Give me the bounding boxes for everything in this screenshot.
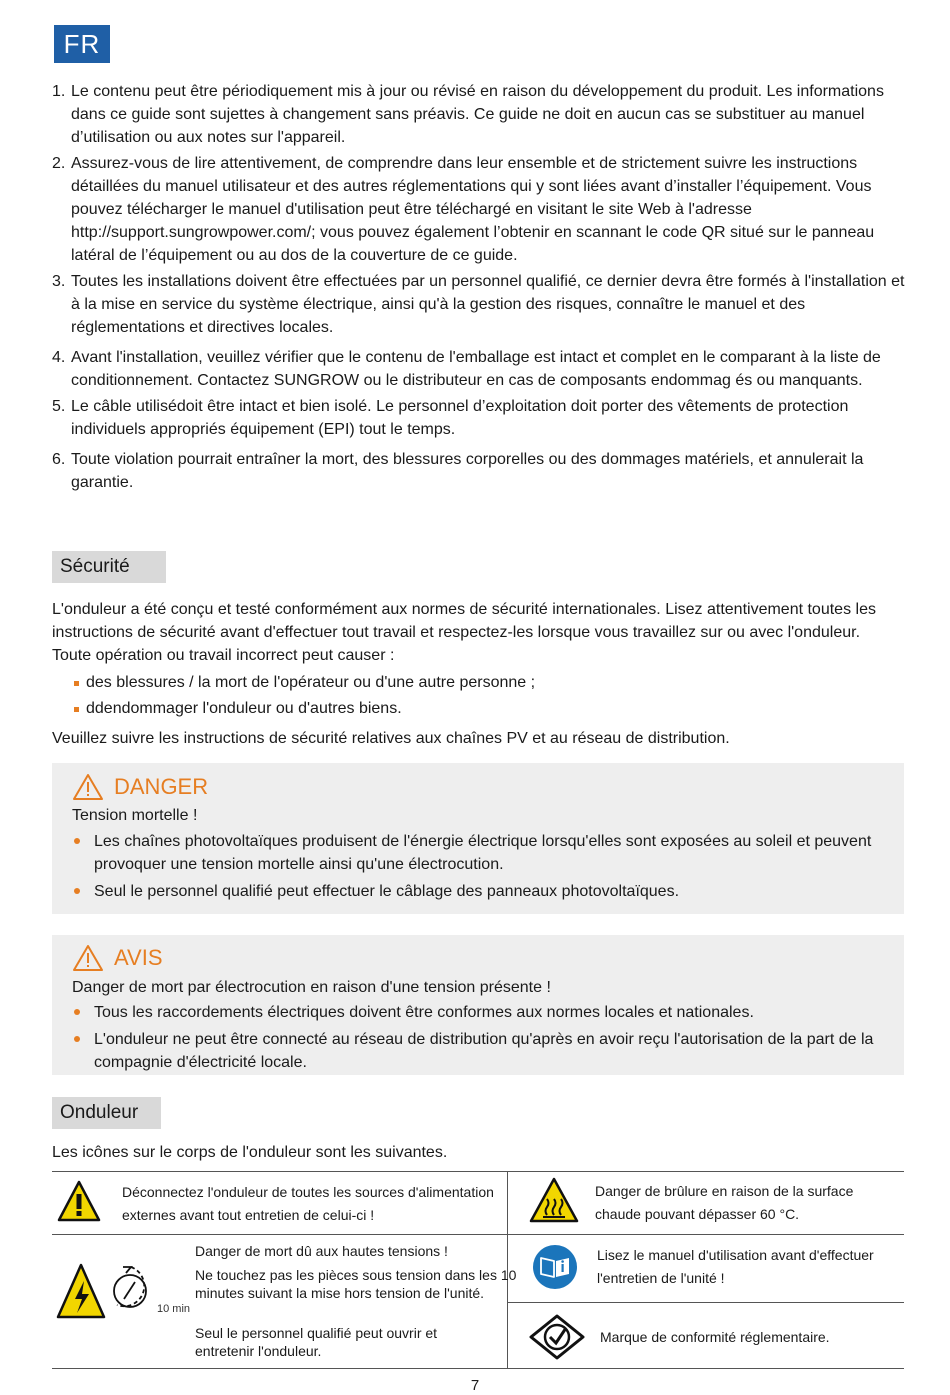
securite-follow: Veuillez suivre les instructions de sécurité relatives aux chaînes PV et au réseau de distribution. <box>52 730 730 747</box>
intro-item-number: 4. <box>52 349 66 366</box>
danger-callout <box>52 763 904 914</box>
language-badge: FR <box>54 25 110 63</box>
securite-bullet-list <box>72 670 535 722</box>
warning-triangle-icon <box>72 773 104 801</box>
high-voltage-qualified: Seul le personnel qualifié peut ouvrir et entretenir l'onduleur. <box>195 1325 438 1359</box>
danger-item <box>72 880 882 903</box>
intro-item-number: 1. <box>52 83 66 100</box>
intro-item-text: Toute violation pourrait entraîner la mort, des blessures corporelles ou des dommages matériels, et annulerait la garantie. <box>71 451 864 491</box>
table-rule <box>508 1302 904 1303</box>
avis-item-text: Tous les raccordements électriques doivent être conformes aux normes locales et nationales. <box>94 1004 754 1021</box>
read-manual-icon <box>532 1244 578 1290</box>
intro-item-number: 5. <box>52 398 66 415</box>
square-bullet-icon <box>74 681 79 686</box>
table-rule <box>52 1368 904 1369</box>
securite-intro: L'onduleur a été conçu et testé conformément aux normes de sécurité internationales. Lisez attentivement toutes les instructions de sécurité avant d'effectuer tout travail et respectez-les lorsque vous travaillez sur ou avec l'onduleur. Toute opération ou travail incorrect peut causer : <box>52 601 876 664</box>
bullet-dot-icon <box>74 838 80 844</box>
intro-item-text: Toutes les installations doivent être effectuées par un personnel qualifié, ce dernier devra être formés à l'installation et à la mise en service du système électrique, ainsi qu'à la gestion des risques, connaître le manuel et des réglementations et directives locales. <box>71 273 905 336</box>
danger-title-text: DANGER <box>114 774 209 799</box>
intro-item-number: 3. <box>52 273 66 290</box>
avis-item <box>72 1028 882 1074</box>
securite-bullet-text: des blessures / la mort de l'opérateur ou d'une autre personne ; <box>86 674 536 691</box>
avis-item <box>72 1001 882 1024</box>
danger-item <box>72 830 882 876</box>
securite-bullet-text: ddendommager l'onduleur ou d'autres biens. <box>86 700 402 717</box>
timer-label: 10 min <box>157 1303 191 1315</box>
intro-item-text: Avant l'installation, veuillez vérifier que le contenu de l'emballage est intact et complet en le comparant à la liste de conditionnement. Contactez SUNGROW ou le distributeur en cas de composants endommag és ou manquants. <box>71 349 881 389</box>
danger-item-text: Les chaînes photovoltaïques produisent de l'énergie électrique lorsqu'elles sont exposées au soleil et peuvent provoquer une tension mortelle ainsi qu'une électrocution. <box>94 833 872 873</box>
warning-triangle-icon <box>72 944 104 972</box>
read-manual-text: Lisez le manuel d'utilisation avant d'effectuer l'entretien de l'unité ! <box>597 1247 874 1286</box>
hot-surface-icon <box>529 1177 579 1223</box>
avis-item-text: L'onduleur ne peut être connecté au réseau de distribution qu'après en avoir reçu l'autorisation de la part de la compagnie d'électricité locale. <box>94 1031 874 1071</box>
table-rule <box>52 1171 904 1172</box>
danger-lead: Tension mortelle ! <box>72 807 198 824</box>
danger-item-text: Seul le personnel qualifié peut effectuer le câblage des panneaux photovoltaïques. <box>94 883 680 900</box>
intro-item-3 <box>52 270 912 339</box>
avis-lead: Danger de mort par électrocution en raison d'une tension présente ! <box>72 979 551 996</box>
high-voltage-detail: Ne touchez pas les pièces sous tension dans les 10 minutes suivant la mise hors tension de l'unité. <box>195 1267 517 1301</box>
section-heading-securite: Sécurité <box>52 551 166 583</box>
avis-callout <box>52 935 904 1075</box>
securite-bullet <box>72 696 535 722</box>
high-voltage-title: Danger de mort dû aux hautes tensions ! <box>195 1243 448 1259</box>
danger-title <box>72 773 208 801</box>
danger-items <box>72 830 882 907</box>
bullet-dot-icon <box>74 1036 80 1042</box>
intro-item-4 <box>52 346 912 392</box>
intro-item-number: 6. <box>52 451 66 468</box>
timer-icon <box>107 1261 157 1317</box>
avis-title <box>72 944 163 972</box>
intro-list <box>52 80 912 494</box>
icon-table <box>52 1171 904 1369</box>
onduleur-intro: Les icônes sur le corps de l'onduleur sont les suivantes. <box>52 1144 448 1161</box>
intro-item-1 <box>52 80 912 149</box>
table-rule <box>52 1234 904 1235</box>
intro-item-6 <box>52 448 912 494</box>
hot-surface-text: Danger de brûlure en raison de la surface chaude pouvant dépasser 60 °C. <box>595 1183 854 1222</box>
avis-items <box>72 1001 882 1078</box>
bullet-dot-icon <box>74 1009 80 1015</box>
intro-item-text: Assurez-vous de lire attentivement, de comprendre dans leur ensemble et de strictement suivre les instructions détaillées du manuel utilisateur et des autres réglementations qui y sont liées avant d’installer l’équipement. Vous pouvez télécharger le manuel d'utilisation peut être téléchargé en visitant le site Web à l'adresse http://support.sungrowpower.com/; vous pouvez également l’obtenir en scannant le code QR situé sur le panneau latéral de l’équipement ou au dos de la couverture de ce guide. <box>71 155 875 264</box>
page-number: 7 <box>470 1377 480 1394</box>
compliance-text: Marque de conformité réglementaire. <box>600 1329 830 1345</box>
bullet-dot-icon <box>74 888 80 894</box>
securite-bullet <box>72 670 535 696</box>
warning-disconnect-icon <box>57 1180 101 1222</box>
avis-title-text: AVIS <box>114 945 163 970</box>
rcm-compliance-mark-icon <box>528 1313 586 1361</box>
intro-item-5 <box>52 395 912 441</box>
section-heading-onduleur: Onduleur <box>52 1097 161 1129</box>
intro-item-number: 2. <box>52 155 66 172</box>
intro-item-text: Le contenu peut être périodiquement mis à jour ou révisé en raison du développement du produit. Les informations dans ce guide sont sujettes à changement sans préavis. Ce guide ne doit en aucun cas se substituer au manuel d’utilisation ou aux notes sur l'appareil. <box>71 83 884 146</box>
disconnect-text: Déconnectez l'onduleur de toutes les sources d'alimentation externes avant tout entretien de celui-ci ! <box>122 1184 494 1223</box>
intro-item-2 <box>52 152 912 267</box>
high-voltage-icon <box>56 1263 106 1319</box>
intro-item-text: Le câble utilisédoit être intact et bien isolé. Le personnel d’exploitation doit porter des vêtements de protection individuels appropriés équipement (EPI) tout le temps. <box>71 398 849 438</box>
square-bullet-icon <box>74 707 79 712</box>
